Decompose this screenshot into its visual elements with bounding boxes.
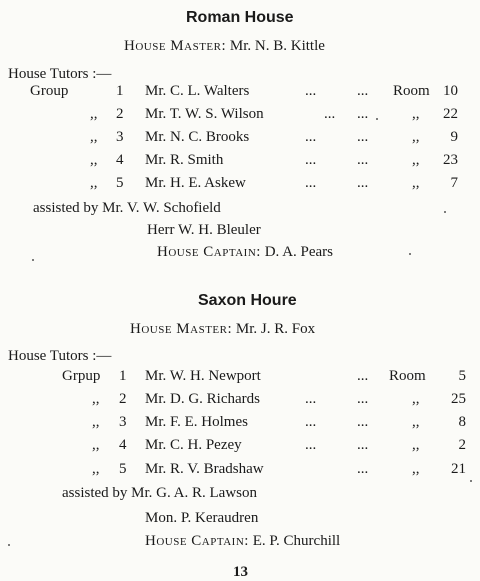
- roman-assisted-by-line: [33, 201, 221, 216]
- assistant-name: Mr. V. W. Schofield: [102, 200, 221, 216]
- leader-dots: ...: [357, 368, 369, 384]
- leader-dots: ...: [357, 129, 369, 145]
- roman-house-captain-line: [157, 245, 333, 260]
- house-master-label: House Master:: [130, 321, 233, 337]
- tutor-name: Mr. W. H. Newport: [145, 368, 261, 384]
- leader-dots: ...: [305, 129, 317, 145]
- tutor-name: Mr. T. W. S. Wilson: [145, 106, 264, 122]
- tutor-name: Mr. D. G. Richards: [145, 391, 260, 407]
- tutor-name: Mr. R. Smith: [145, 152, 224, 168]
- group-number: 4: [116, 152, 124, 168]
- room-ditto: ,,: [412, 414, 420, 430]
- group-label: ,,: [90, 106, 98, 122]
- group-number: 2: [119, 391, 127, 407]
- house-captain-label: House Captain:: [157, 244, 261, 260]
- group-label: ,,: [92, 437, 100, 453]
- leader-dots: ...: [357, 175, 369, 191]
- leader-dots: ...: [357, 83, 369, 99]
- house-master-name: Mr. N. B. Kittle: [229, 38, 325, 54]
- group-label: ,,: [90, 152, 98, 168]
- room-ditto: ,,: [412, 152, 420, 168]
- room-label: Room: [389, 368, 426, 384]
- room-ditto: ,,: [412, 175, 420, 191]
- room-ditto: ,,: [412, 106, 420, 122]
- leader-dots: ...: [305, 391, 317, 407]
- leader-dots: ...: [357, 437, 369, 453]
- house-master-label: House Master:: [124, 38, 227, 54]
- saxon-house-title: Saxon Houre: [198, 292, 297, 309]
- room-number: 21: [451, 461, 466, 477]
- group-label: ,,: [92, 391, 100, 407]
- print-speck: [444, 211, 446, 213]
- tutor-name: Mr. C. L. Walters: [145, 83, 250, 99]
- group-number: 2: [116, 106, 124, 122]
- leader-dots: ...: [357, 391, 369, 407]
- group-number: 1: [119, 368, 127, 384]
- group-number: 3: [116, 129, 124, 145]
- room-number: 9: [450, 129, 458, 145]
- saxon-house-master-line: [130, 322, 315, 337]
- tutor-name: Mr. H. E. Askew: [145, 175, 246, 191]
- house-captain-name: D. A. Pears: [264, 244, 334, 260]
- print-speck: [8, 544, 10, 546]
- house-captain-label: House Captain:: [145, 533, 249, 549]
- leader-dots: ...: [305, 152, 317, 168]
- group-label: ,,: [90, 129, 98, 145]
- group-label: ,,: [92, 461, 100, 477]
- group-number: 3: [119, 414, 127, 430]
- room-number: 7: [450, 175, 458, 191]
- group-label: Group: [30, 83, 69, 99]
- leader-dots: ...: [357, 414, 369, 430]
- leader-dots: ...: [357, 461, 369, 477]
- saxon-assistant-2: Mon. P. Keraudren: [145, 510, 259, 526]
- room-ditto: ,,: [412, 461, 420, 477]
- group-number: 4: [119, 437, 127, 453]
- house-master-name: Mr. J. R. Fox: [235, 321, 316, 337]
- group-label: ,,: [92, 414, 100, 430]
- room-number: 25: [451, 391, 466, 407]
- roman-assistant-2: Herr W. H. Bleuler: [147, 222, 261, 238]
- leader-dots: ...: [305, 83, 317, 99]
- room-number: 10: [443, 83, 458, 99]
- room-ditto: ,,: [412, 437, 420, 453]
- print-speck: [376, 118, 378, 120]
- room-number: 2: [458, 437, 466, 453]
- print-speck: [409, 253, 411, 255]
- leader-dots: ...: [357, 106, 369, 122]
- leader-dots: ...: [357, 152, 369, 168]
- leader-dots: ...: [305, 414, 317, 430]
- room-label: Room: [393, 83, 430, 99]
- roman-house-title: Roman House: [186, 9, 294, 26]
- tutor-name: Mr. R. V. Bradshaw: [145, 461, 264, 477]
- assisted-by-label: assisted by: [33, 200, 99, 216]
- house-captain-name: E. P. Churchill: [252, 533, 341, 549]
- room-ditto: ,,: [412, 129, 420, 145]
- room-ditto: ,,: [412, 391, 420, 407]
- room-number: 5: [458, 368, 466, 384]
- page-number: 13: [233, 564, 248, 580]
- tutor-name: Mr. N. C. Brooks: [145, 129, 250, 145]
- room-number: 22: [443, 106, 458, 122]
- group-label: ,,: [90, 175, 98, 191]
- assistant-name: Mr. G. A. R. Lawson: [131, 485, 258, 501]
- leader-dots: ...: [305, 437, 317, 453]
- group-number: 5: [116, 175, 124, 191]
- print-speck: [32, 259, 34, 261]
- leader-dots: ...: [324, 106, 336, 122]
- saxon-house-captain-line: [145, 534, 340, 549]
- group-number: 5: [119, 461, 127, 477]
- tutor-name: Mr. F. E. Holmes: [145, 414, 248, 430]
- tutor-name: Mr. C. H. Pezey: [145, 437, 242, 453]
- leader-dots: ...: [305, 175, 317, 191]
- group-label: Grpup: [62, 368, 101, 384]
- room-number: 8: [458, 414, 466, 430]
- saxon-house-tutors-label: House Tutors :—: [8, 348, 112, 364]
- roman-house-master-line: [124, 39, 325, 54]
- assisted-by-label: assisted by: [62, 485, 128, 501]
- print-speck: [470, 480, 472, 482]
- room-number: 23: [443, 152, 458, 168]
- saxon-assisted-by-line: [62, 486, 257, 501]
- group-number: 1: [116, 83, 124, 99]
- roman-house-tutors-label: House Tutors :—: [8, 66, 112, 82]
